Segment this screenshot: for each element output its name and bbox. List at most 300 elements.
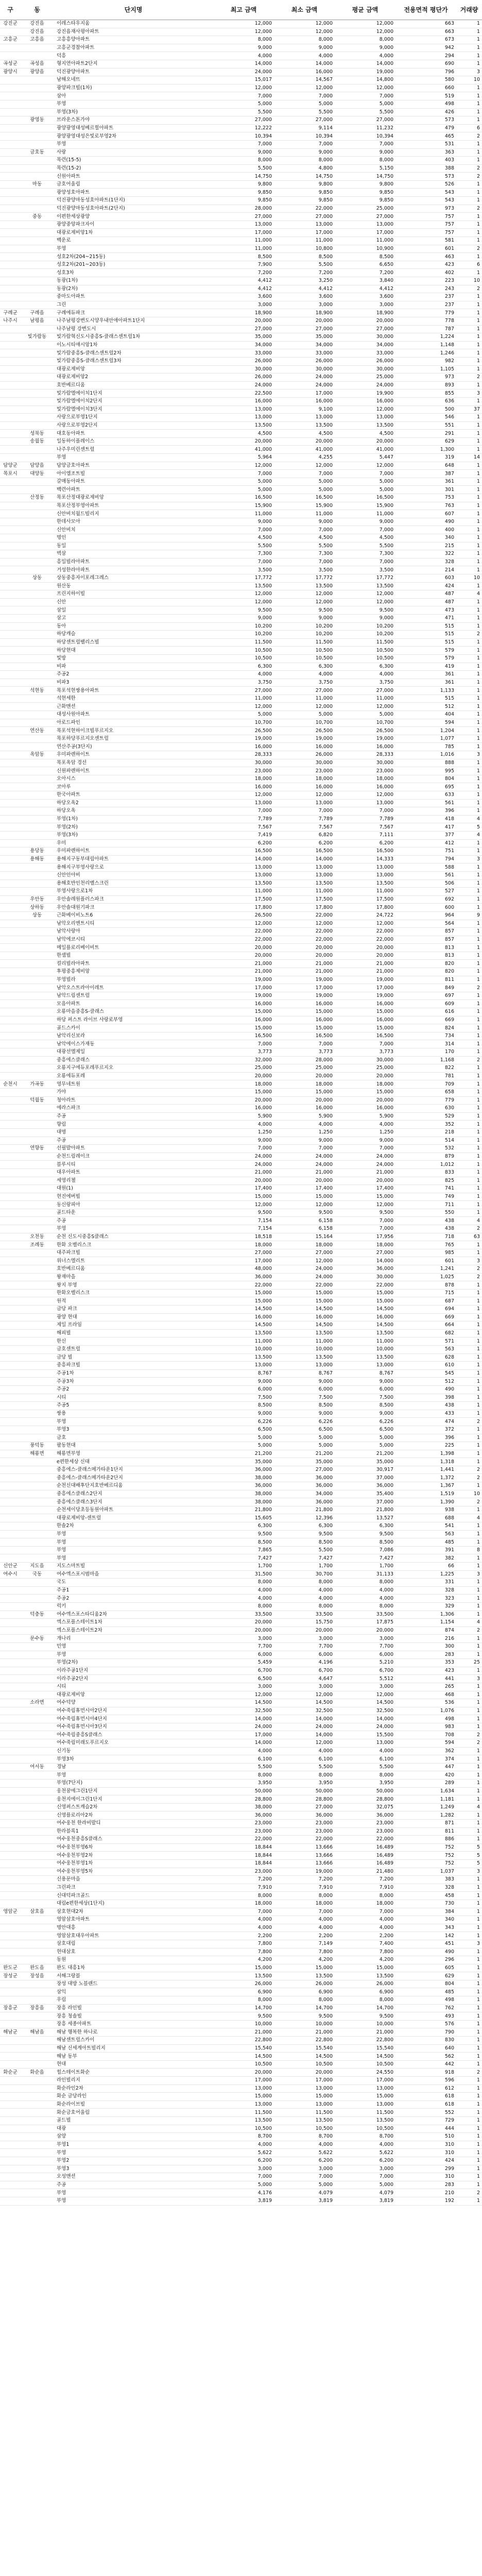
- cell-dong: [21, 100, 54, 108]
- table-row: [0, 2197, 482, 2205]
- cell-min-price: 8,767: [274, 1369, 335, 1378]
- cell-max-price: 4,000: [213, 1121, 274, 1129]
- cell-max-price: 21,000: [213, 1168, 274, 1177]
- cell-max-price: 33,000: [213, 349, 274, 358]
- cell-transaction-count: 1: [456, 1442, 482, 1450]
- cell-max-price: 4,176: [213, 2189, 274, 2197]
- cell-dong: [21, 446, 54, 454]
- cell-min-price: 20,000: [274, 952, 335, 960]
- cell-dong: [21, 325, 54, 333]
- cell-price-per-pyeong: 879: [395, 1153, 456, 1161]
- cell-price-per-pyeong: 384: [395, 1908, 456, 1916]
- cell-max-price: 15,000: [213, 1964, 274, 1972]
- cell-transaction-count: 2: [456, 1474, 482, 1482]
- cell-dong: 문수동: [21, 1635, 54, 1643]
- cell-avg-price: 14,800: [335, 76, 395, 84]
- cell-transaction-count: 1: [456, 2157, 482, 2165]
- cell-dong: [21, 108, 54, 116]
- cell-gu: [0, 1241, 21, 1249]
- cell-max-price: 11,000: [213, 510, 274, 518]
- table-row: [0, 1924, 482, 1932]
- cell-complex-name: 비파: [54, 663, 213, 671]
- cell-gu: [0, 904, 21, 912]
- cell-avg-price: 37,000: [335, 1498, 395, 1506]
- cell-gu: [0, 1000, 21, 1008]
- cell-dong: [21, 1064, 54, 1073]
- cell-gu: [0, 1948, 21, 1956]
- cell-transaction-count: 1: [456, 44, 482, 52]
- cell-price-per-pyeong: 314: [395, 1040, 456, 1048]
- cell-dong: [21, 2157, 54, 2165]
- table-row: [0, 1892, 482, 1900]
- cell-complex-name: 부영3: [54, 2165, 213, 2173]
- cell-avg-price: 13,000: [335, 2100, 395, 2109]
- table-row: [0, 1707, 482, 1715]
- cell-max-price: 15,000: [213, 1024, 274, 1032]
- table-row: [0, 1289, 482, 1297]
- cell-min-price: 26,500: [274, 727, 335, 735]
- cell-min-price: 9,500: [274, 2012, 335, 2021]
- cell-avg-price: 23,000: [335, 1820, 395, 1828]
- table-row: [0, 1787, 482, 1795]
- table-row: [0, 421, 482, 430]
- cell-transaction-count: 1: [456, 727, 482, 735]
- cell-transaction-count: 1: [456, 502, 482, 510]
- cell-transaction-count: 1: [456, 694, 482, 703]
- cell-dong: [21, 84, 54, 92]
- cell-max-price: 6,200: [213, 2157, 274, 2165]
- table-row: [0, 1900, 482, 1908]
- cell-avg-price: 31,133: [335, 1570, 395, 1579]
- cell-min-price: 28,000: [274, 1056, 335, 1064]
- cell-min-price: 27,000: [274, 1249, 335, 1257]
- table-row: [0, 1731, 482, 1739]
- cell-dong: [21, 1602, 54, 1611]
- cell-price-per-pyeong: 1,105: [395, 365, 456, 374]
- cell-transaction-count: 2: [456, 1466, 482, 1474]
- cell-avg-price: 9,500: [335, 1209, 395, 1217]
- cell-transaction-count: 1: [456, 614, 482, 622]
- cell-transaction-count: 2: [456, 2069, 482, 2077]
- cell-complex-name: 대광로제비앙-센트럴: [54, 1514, 213, 1522]
- cell-min-price: 14,500: [274, 1306, 335, 1314]
- cell-transaction-count: 1: [456, 349, 482, 358]
- cell-min-price: 17,000: [274, 984, 335, 992]
- cell-min-price: 15,164: [274, 1233, 335, 1241]
- cell-max-price: 8,000: [213, 1771, 274, 1780]
- cell-gu: [0, 221, 21, 229]
- cell-complex-name: 나주우미린센트럴: [54, 446, 213, 454]
- cell-max-price: 7,300: [213, 550, 274, 558]
- cell-complex-name: 하당오옥2: [54, 799, 213, 807]
- cell-complex-name: 장성 대방 노블랜드: [54, 1980, 213, 1988]
- cell-avg-price: 19,900: [335, 389, 395, 398]
- cell-gu: [0, 1105, 21, 1113]
- cell-complex-name: 성호3차: [54, 269, 213, 277]
- cell-min-price: 17,500: [274, 895, 335, 904]
- cell-price-per-pyeong: 1,204: [395, 727, 456, 735]
- cell-max-price: 32,500: [213, 1707, 274, 1715]
- cell-gu: [0, 1040, 21, 1048]
- table-row: [0, 1329, 482, 1337]
- cell-price-per-pyeong: 400: [395, 526, 456, 534]
- cell-gu: [0, 510, 21, 518]
- cell-price-per-pyeong: 886: [395, 1836, 456, 1844]
- cell-complex-name: 대호동아파트: [54, 430, 213, 438]
- table-row: [0, 389, 482, 398]
- cell-complex-name: 부영사랑으로1차: [54, 888, 213, 896]
- cell-complex-name: 한데사모아: [54, 518, 213, 526]
- cell-min-price: 9,000: [274, 614, 335, 622]
- cell-min-price: 22,000: [274, 911, 335, 920]
- cell-complex-name: 제일 프라임: [54, 1321, 213, 1330]
- cell-transaction-count: 1: [456, 421, 482, 430]
- cell-dong: 옥암동: [21, 751, 54, 759]
- table-row: [0, 2037, 482, 2045]
- cell-complex-name: 동광(1차): [54, 277, 213, 285]
- cell-complex-name: 벽삼: [54, 550, 213, 558]
- cell-price-per-pyeong: 690: [395, 60, 456, 68]
- cell-min-price: 22,800: [274, 2037, 335, 2045]
- cell-max-price: 6,500: [213, 1675, 274, 1683]
- cell-dong: [21, 173, 54, 181]
- cell-avg-price: 10,500: [335, 647, 395, 655]
- cell-transaction-count: 1: [456, 1137, 482, 1145]
- cell-avg-price: 15,900: [335, 502, 395, 510]
- cell-gu: [0, 277, 21, 285]
- cell-gu: [0, 2012, 21, 2021]
- cell-transaction-count: 1: [456, 1996, 482, 2005]
- cell-max-price: 9,500: [213, 606, 274, 615]
- cell-max-price: 11,500: [213, 638, 274, 647]
- cell-transaction-count: 1: [456, 1121, 482, 1129]
- cell-gu: 신안군: [0, 1563, 21, 1571]
- table-row: [0, 1241, 482, 1249]
- cell-dong: [21, 1426, 54, 1434]
- cell-gu: [0, 253, 21, 261]
- cell-max-price: 28,333: [213, 751, 274, 759]
- cell-gu: [0, 1385, 21, 1394]
- cell-price-per-pyeong: 447: [395, 1763, 456, 1771]
- cell-avg-price: 3,000: [335, 1635, 395, 1643]
- cell-min-price: 14,500: [274, 2053, 335, 2061]
- cell-complex-name: 중마도아파트: [54, 293, 213, 301]
- cell-max-price: 7,567: [213, 823, 274, 832]
- cell-price-per-pyeong: 888: [395, 759, 456, 767]
- cell-transaction-count: 1: [456, 510, 482, 518]
- cell-transaction-count: 2: [456, 1739, 482, 1748]
- cell-max-price: 14,500: [213, 1306, 274, 1314]
- table-row: [0, 1595, 482, 1603]
- cell-gu: [0, 164, 21, 173]
- cell-complex-name: 근화맨션: [54, 703, 213, 711]
- cell-min-price: 13,500: [274, 2116, 335, 2125]
- cell-dong: [21, 2044, 54, 2053]
- table-row: [0, 92, 482, 100]
- cell-max-price: 17,772: [213, 574, 274, 582]
- cell-complex-name: 목련(15-2): [54, 164, 213, 173]
- cell-transaction-count: 1: [456, 2149, 482, 2157]
- cell-transaction-count: 1: [456, 1402, 482, 1410]
- cell-min-price: 24,000: [274, 1265, 335, 1274]
- cell-avg-price: 4,000: [335, 1595, 395, 1603]
- cell-gu: [0, 694, 21, 703]
- cell-max-price: 12,000: [213, 703, 274, 711]
- cell-avg-price: 14,750: [335, 173, 395, 181]
- cell-price-per-pyeong: 340: [395, 1916, 456, 1924]
- cell-dong: [21, 968, 54, 976]
- cell-dong: [21, 1811, 54, 1820]
- cell-dong: [21, 1683, 54, 1691]
- cell-price-per-pyeong: 536: [395, 1699, 456, 1707]
- cell-complex-name: 여수웅천 한라비발디: [54, 1820, 213, 1828]
- cell-price-per-pyeong: 694: [395, 1306, 456, 1314]
- cell-complex-name: 광양 현대: [54, 1313, 213, 1321]
- cell-transaction-count: 4: [456, 1803, 482, 1811]
- cell-gu: 장성군: [0, 1972, 21, 1980]
- cell-avg-price: 17,000: [335, 984, 395, 992]
- cell-price-per-pyeong: 412: [395, 839, 456, 848]
- cell-gu: [0, 108, 21, 116]
- cell-min-price: 12,000: [274, 1201, 335, 1209]
- table-row: [0, 1177, 482, 1185]
- cell-complex-name: 주공: [54, 2181, 213, 2189]
- cell-transaction-count: 1: [456, 414, 482, 422]
- table-row: [0, 1916, 482, 1924]
- cell-avg-price: 9,500: [335, 1530, 395, 1538]
- cell-transaction-count: 1: [456, 936, 482, 944]
- table-row: [0, 44, 482, 52]
- cell-max-price: 24,000: [213, 1153, 274, 1161]
- cell-dong: [21, 1579, 54, 1587]
- cell-gu: [0, 719, 21, 727]
- cell-gu: [0, 1611, 21, 1619]
- cell-gu: [0, 807, 21, 816]
- cell-avg-price: 16,000: [335, 783, 395, 791]
- cell-avg-price: 24,000: [335, 381, 395, 389]
- cell-transaction-count: 1: [456, 743, 482, 751]
- cell-transaction-count: 1: [456, 1385, 482, 1394]
- cell-complex-name: 신영퍼스트캐슬2차: [54, 1803, 213, 1811]
- cell-gu: [0, 2100, 21, 2109]
- cell-max-price: 7,000: [213, 526, 274, 534]
- cell-dong: [21, 2084, 54, 2093]
- cell-max-price: 6,000: [213, 1385, 274, 1394]
- cell-dong: [21, 558, 54, 566]
- cell-avg-price: 22,000: [335, 928, 395, 936]
- cell-avg-price: 6,200: [335, 839, 395, 848]
- cell-dong: 해남읍: [21, 2028, 54, 2037]
- cell-complex-name: 부영: [54, 2197, 213, 2205]
- cell-dong: [21, 735, 54, 743]
- cell-price-per-pyeong: 438: [395, 1217, 456, 1225]
- cell-transaction-count: 1: [456, 711, 482, 719]
- cell-price-per-pyeong: 757: [395, 221, 456, 229]
- cell-transaction-count: 1: [456, 1820, 482, 1828]
- cell-min-price: 13,666: [274, 1843, 335, 1852]
- cell-complex-name: 현대: [54, 2060, 213, 2069]
- table-row: [0, 1780, 482, 1788]
- cell-complex-name: 신대덕파크골드: [54, 1892, 213, 1900]
- table-row: [0, 1385, 482, 1394]
- cell-max-price: 22,000: [213, 1836, 274, 1844]
- cell-avg-price: 8,500: [335, 1538, 395, 1547]
- table-row: [0, 550, 482, 558]
- cell-dong: [21, 381, 54, 389]
- cell-transaction-count: 1: [456, 863, 482, 872]
- cell-avg-price: 17,000: [335, 2077, 395, 2085]
- cell-complex-name: 국도: [54, 1579, 213, 1587]
- cell-price-per-pyeong: 633: [395, 791, 456, 800]
- table-row: [0, 534, 482, 543]
- cell-avg-price: 13,000: [335, 799, 395, 807]
- cell-avg-price: 4,000: [335, 52, 395, 60]
- cell-dong: [21, 534, 54, 543]
- cell-min-price: 7,149: [274, 1940, 335, 1948]
- cell-max-price: 36,000: [213, 1273, 274, 1281]
- cell-gu: [0, 654, 21, 663]
- cell-max-price: 22,000: [213, 936, 274, 944]
- cell-dong: [21, 421, 54, 430]
- cell-complex-name: 대원(1): [54, 1185, 213, 1193]
- cell-min-price: 7,200: [274, 1876, 335, 1884]
- cell-price-per-pyeong: 804: [395, 1980, 456, 1988]
- cell-min-price: 10,700: [274, 719, 335, 727]
- cell-complex-name: 부영: [54, 1651, 213, 1659]
- cell-dong: [21, 1884, 54, 1892]
- cell-transaction-count: 1: [456, 1611, 482, 1619]
- cell-min-price: 7,500: [274, 1394, 335, 1402]
- cell-gu: [0, 1281, 21, 1290]
- cell-avg-price: 13,000: [335, 1362, 395, 1370]
- cell-dong: [21, 743, 54, 751]
- header-dong: 동: [21, 0, 54, 20]
- cell-max-price: 6,000: [213, 1651, 274, 1659]
- cell-transaction-count: 1: [456, 1450, 482, 1458]
- cell-max-price: 20,000: [213, 1177, 274, 1185]
- cell-gu: [0, 1498, 21, 1506]
- cell-complex-name: 삼일: [54, 606, 213, 615]
- table-row: [0, 269, 482, 277]
- cell-complex-name: 장흥 세종아파트: [54, 2020, 213, 2028]
- cell-dong: 오천동: [21, 1233, 54, 1241]
- table-row: [0, 1193, 482, 1201]
- cell-min-price: 19,000: [274, 735, 335, 743]
- cell-transaction-count: 1: [456, 1980, 482, 1988]
- cell-price-per-pyeong: 601: [395, 245, 456, 253]
- cell-price-per-pyeong: 543: [395, 197, 456, 205]
- cell-transaction-count: 1: [456, 566, 482, 574]
- table-row: [0, 1048, 482, 1057]
- cell-gu: [0, 1402, 21, 1410]
- table-row: [0, 1442, 482, 1450]
- cell-min-price: 17,400: [274, 1185, 335, 1193]
- cell-transaction-count: 1: [456, 317, 482, 325]
- cell-transaction-count: 2: [456, 1225, 482, 1233]
- cell-gu: [0, 301, 21, 309]
- table-row: [0, 815, 482, 823]
- cell-max-price: 7,500: [213, 1394, 274, 1402]
- table-row: [0, 1233, 482, 1241]
- cell-gu: [0, 261, 21, 269]
- cell-max-price: 7,000: [213, 807, 274, 816]
- cell-avg-price: 7,427: [335, 1554, 395, 1563]
- cell-gu: [0, 1153, 21, 1161]
- cell-complex-name: 영무네트원: [54, 1080, 213, 1089]
- cell-dong: [21, 654, 54, 663]
- cell-min-price: 11,000: [274, 888, 335, 896]
- cell-price-per-pyeong: 468: [395, 1691, 456, 1699]
- cell-max-price: 16,000: [213, 743, 274, 751]
- cell-dong: [21, 1900, 54, 1908]
- cell-max-price: 10,500: [213, 654, 274, 663]
- cell-dong: [21, 550, 54, 558]
- cell-gu: 나주시: [0, 317, 21, 325]
- table-row: [0, 936, 482, 944]
- cell-gu: [0, 598, 21, 606]
- cell-max-price: 7,200: [213, 269, 274, 277]
- cell-complex-name: 대광선엘제일: [54, 1048, 213, 1057]
- cell-max-price: 13,000: [213, 2100, 274, 2109]
- cell-complex-name: 부영(2차): [54, 1659, 213, 1667]
- table-row: [0, 1378, 482, 1386]
- cell-avg-price: 7,200: [335, 1876, 395, 1884]
- cell-complex-name: 하당현대: [54, 647, 213, 655]
- cell-price-per-pyeong: 596: [395, 2077, 456, 2085]
- cell-min-price: 5,500: [274, 542, 335, 550]
- cell-min-price: 4,000: [274, 1595, 335, 1603]
- cell-min-price: 9,100: [274, 405, 335, 414]
- cell-dong: 광양읍: [21, 68, 54, 76]
- cell-price-per-pyeong: 878: [395, 1281, 456, 1290]
- cell-dong: [21, 518, 54, 526]
- cell-complex-name: 빛방: [54, 654, 213, 663]
- cell-transaction-count: 1: [456, 301, 482, 309]
- cell-complex-name: 향림: [54, 1121, 213, 1129]
- cell-avg-price: 12,000: [335, 405, 395, 414]
- cell-price-per-pyeong: 697: [395, 992, 456, 1000]
- cell-avg-price: 27,000: [335, 1249, 395, 1257]
- cell-dong: [21, 1739, 54, 1748]
- cell-avg-price: 20,000: [335, 1096, 395, 1105]
- cell-price-per-pyeong: 609: [395, 1000, 456, 1008]
- cell-min-price: 15,000: [274, 1024, 335, 1032]
- cell-dong: [21, 775, 54, 783]
- cell-transaction-count: 1: [456, 430, 482, 438]
- cell-gu: [0, 1635, 21, 1643]
- cell-transaction-count: 2: [456, 1498, 482, 1506]
- table-row: [0, 631, 482, 639]
- cell-avg-price: 13,000: [335, 2084, 395, 2093]
- cell-transaction-count: 1: [456, 1635, 482, 1643]
- cell-transaction-count: 1: [456, 1924, 482, 1932]
- cell-min-price: 14,000: [274, 1731, 335, 1739]
- cell-min-price: 7,000: [274, 2173, 335, 2181]
- cell-max-price: 1,250: [213, 1128, 274, 1137]
- cell-gu: [0, 2116, 21, 2125]
- cell-transaction-count: 63: [456, 1233, 482, 1241]
- cell-complex-name: 부영: [54, 1418, 213, 1426]
- cell-complex-name: 중흥에스-클래스메가타운1단지: [54, 1466, 213, 1474]
- cell-max-price: 14,750: [213, 173, 274, 181]
- table-row: [0, 1988, 482, 1996]
- cell-max-price: 5,500: [213, 164, 274, 173]
- cell-dong: [21, 414, 54, 422]
- cell-complex-name: 남해오네뜨: [54, 76, 213, 84]
- cell-dong: [21, 1996, 54, 2005]
- table-row: [0, 1820, 482, 1828]
- cell-dong: [21, 799, 54, 807]
